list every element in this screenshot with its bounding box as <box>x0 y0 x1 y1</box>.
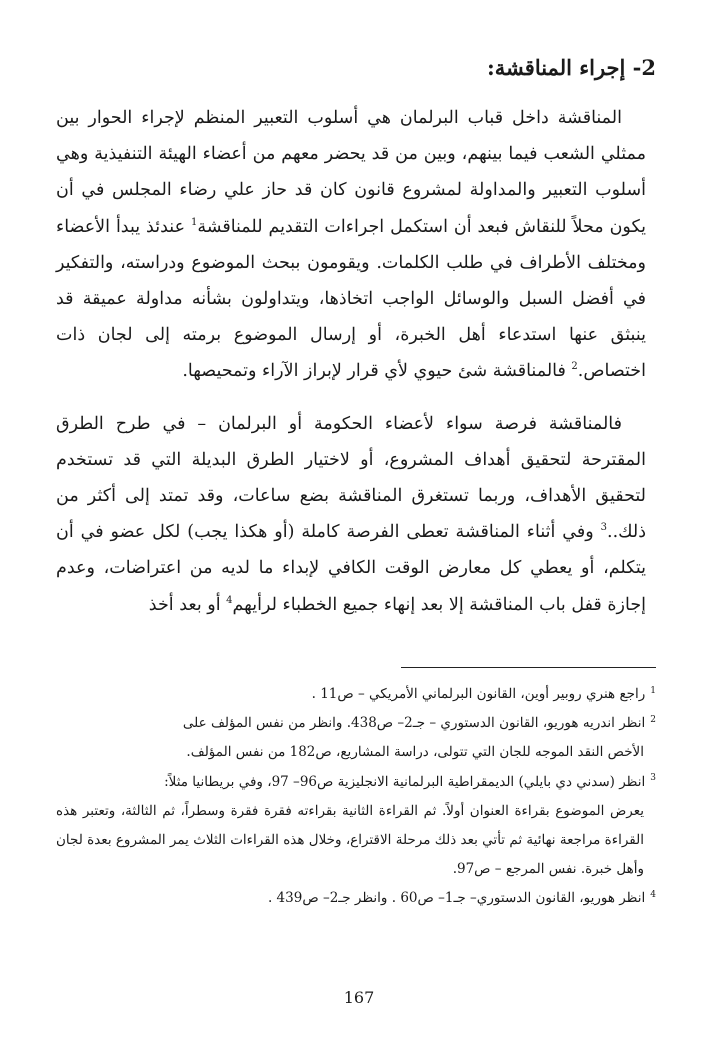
footnote-ref-1[interactable]: 1 <box>190 216 198 228</box>
footnote-4 <box>56 884 656 913</box>
footnote-number: 4 <box>650 889 656 900</box>
footnote-text: انظر اندريه هوريو، القانون الدستوري – جـ2– ص438. وانظر من نفس المؤلف على <box>182 715 646 732</box>
footnote-number: 3 <box>650 773 656 784</box>
footnote-1 <box>56 680 656 709</box>
footnote-continuation: يعرض الموضوع بقراءة العنوان أولاً. ثم القراءة الثانية بقراءته فقرة فقرة وسطراً، ثم الثالثة، وتعتبر هذه القراءة مراجعة نهائية ثم تأتي بعد ذلك مرحلة الاقتراع، وخلال هذه القراءات الثلاث يمر المشروع بعدة لجان وأهل خبرة. نفس المرجع – ص97. <box>56 802 644 878</box>
footnotes <box>56 680 656 914</box>
paragraph-2-part-1: فالمناقشة فرصة سواء لأعضاء الحكومة أو البرلمان – في طرح الطرق المقترحة لتحقيق أهداف المشروع، أو لاختيار الطرق البديلة التي قد تستخدم لتحقيق الأهداف، وربما تستغرق المناقشة بضع ساعات، وقد تمتد إلى أكثر من ذلك.. <box>56 413 646 543</box>
footnote-text: انظر (سدني دي بايلي) الديمقراطية البرلمانية الانجليزية ص96– 97، وفي بريطانيا مثلاً: <box>164 773 646 790</box>
body-paragraph-1 <box>56 100 646 390</box>
paragraph-1-part-2: عندئذ يبدأ الأعضاء ومختلف الأطراف في طلب الكلمات. ويقومون ببحث الموضوع ودراسته، والتفكير في أفضل السبل والوسائل الواجب اتخاذها، ويتداولون بشأنه مداولة عميقة قد ينبثق عنها استدعاء أهل الخبرة، أو إرسال الموضوع برمته إلى لجان ذات اختصاص. <box>56 216 646 382</box>
footnote-text: انظر هوريو، القانون الدستوري– جـ1– ص60 . وانظر جـ2– ص439 . <box>267 890 646 907</box>
footnote-ref-2[interactable]: 2 <box>571 361 578 373</box>
footnote-3 <box>56 768 656 885</box>
footnote-number: 1 <box>650 685 656 696</box>
footnote-divider <box>401 667 656 668</box>
paragraph-2-part-2: وفي أثناء المناقشة تعطى الفرصة كاملة (أو هكذا يجب) لكل عضو في أن يتكلم، أو يعطي كل معارض الوقت الكافي لإبداء ما لديه من اعتراضات، وعدم إجازة قفل باب المناقشة إلا بعد إنهاء جميع الخطباء لرأيهم <box>56 522 646 615</box>
footnote-2 <box>56 709 656 767</box>
section-heading: 2- إجراء المناقشة: <box>487 55 656 80</box>
paragraph-2-part-3: أو بعد أخذ <box>148 594 227 615</box>
footnote-text: راجع هنري روبير أوين، القانون البرلماني الأمريكي – ص11 . <box>311 686 646 702</box>
footnote-ref-3[interactable]: 3 <box>600 522 607 534</box>
paragraph-1-part-1: المناقشة داخل قباب البرلمان هي أسلوب التعبير المنظم لإجراء الحوار بين ممثلي الشعب فيما بينهم، وبين من قد يحضر معهم من أعضاء الهيئة التنفيذية وهي أسلوب التعبير والمداولة لمشروع قانون كان قد حاز علي رضاء المجلس في أن يكون محلاً للنقاش فبعد أن استكمل اجراءات التقديم للمناقشة <box>56 108 647 237</box>
footnote-continuation: الأخص النقد الموجه للجان التي تتولى، دراسة المشاريع، ص182 من نفس المؤلف. <box>186 744 644 761</box>
paragraph-1-part-3: فالمناقشة شئ حيوي لأي قرار لإبراز الآراء وتمحيصها. <box>182 361 572 382</box>
footnote-number: 2 <box>650 714 656 725</box>
body-paragraph-2 <box>56 406 646 623</box>
body-text <box>56 100 646 623</box>
footnote-ref-4[interactable]: 4 <box>226 594 233 606</box>
page-number: 167 <box>343 988 375 1007</box>
